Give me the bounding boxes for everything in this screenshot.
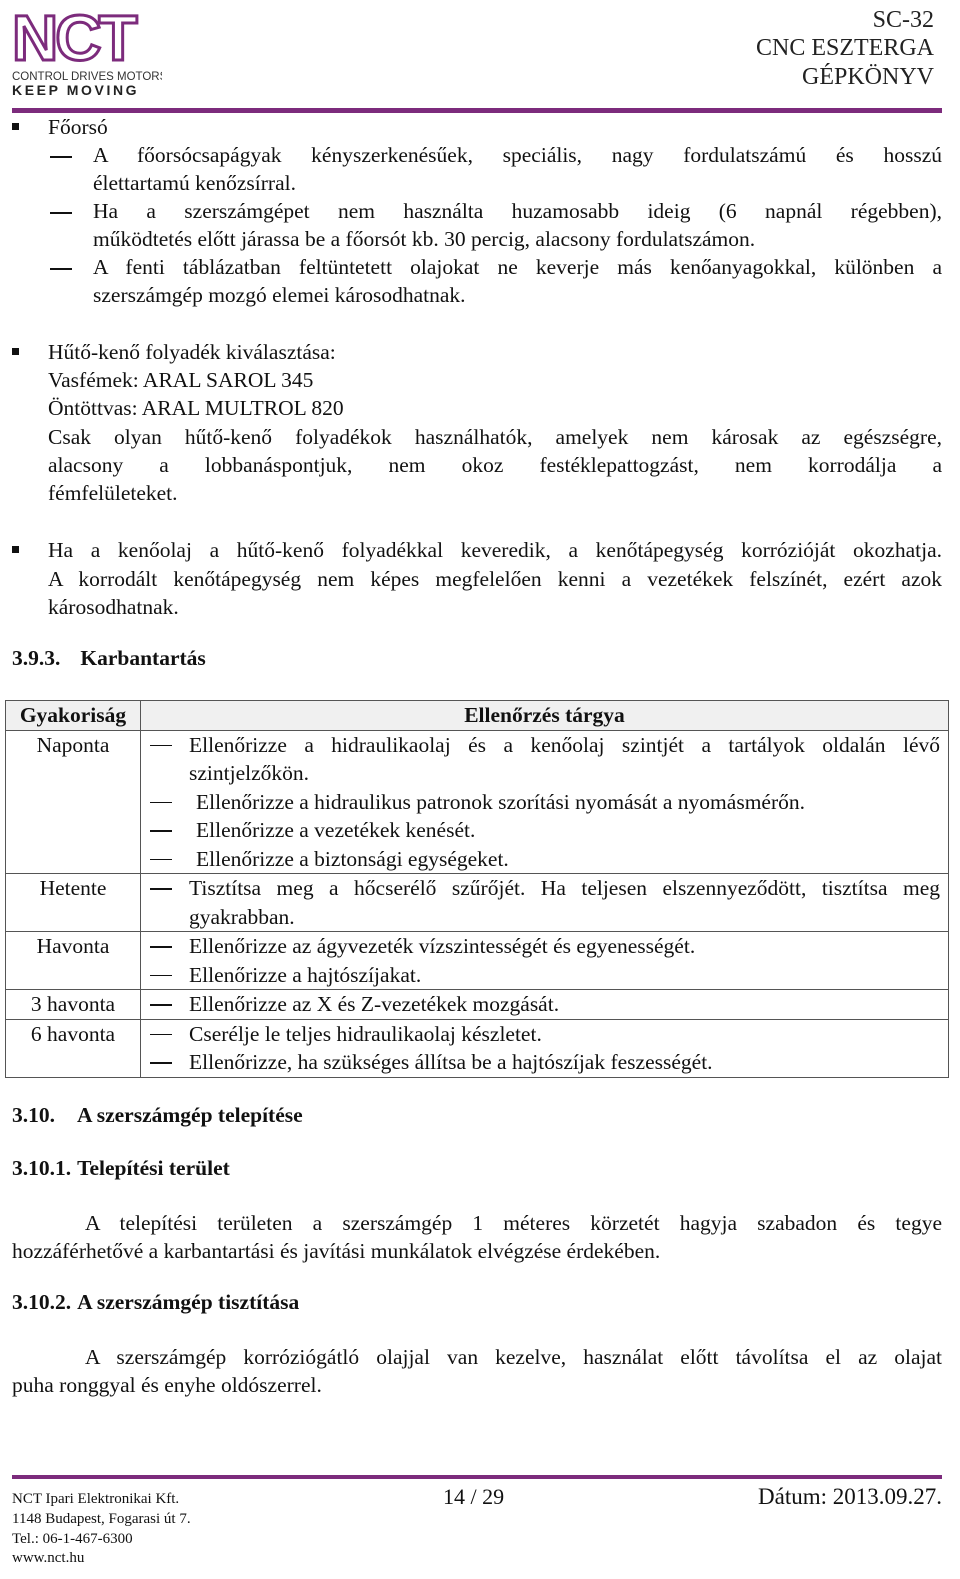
keveredes-line-1: Ha a kenőolaj a hűtő-kenő folyadékkal keveredik, a kenőtápegység korrózióját okozhatja. [48, 538, 942, 562]
footer-website[interactable]: www.nct.hu [12, 1550, 85, 1566]
check-item: Ellenőrizze a vezetékek kenését. [141, 816, 948, 845]
header-rule [12, 108, 942, 113]
table-row [6, 1019, 949, 1077]
page-number: 14 / 29 [443, 1484, 505, 1509]
frequency-cell: Hetente [6, 874, 141, 932]
check-item: Ellenőrizze a biztonsági egységeket. [141, 845, 948, 874]
para-3-10-2-line2: puha ronggyal és enyhe oldószerrel. [12, 1373, 322, 1397]
frequency-cell: 6 havonta [6, 1019, 141, 1077]
check-item: Ellenőrizze a hajtószíjakat. [141, 961, 948, 990]
check-item: Ellenőrizze a hidraulikus patronok szorítási nyomását a nyomásmérőn. [141, 788, 948, 817]
dash-icon [50, 268, 72, 270]
heading-title: A szerszámgép telepítése [77, 1103, 303, 1127]
check-item: Cserélje le teljes hidraulikaolaj készletet. [141, 1020, 948, 1049]
keveredes-line-3: károsodhatnak. [48, 595, 179, 619]
footer-rule [12, 1475, 942, 1479]
foorso-item-3-line1: A fenti táblázatban feltüntetett olajokat ne keverje más kenőanyagokkal, különben a [93, 255, 942, 279]
para-3-10-2-line1: A szerszámgép korróziógátló olajjal van kezelve, használat előtt távolítsa el az olajat [85, 1345, 942, 1369]
table-header-row [6, 701, 949, 731]
nct-logo [12, 4, 162, 96]
section-heading-foorso: Főorsó [48, 115, 108, 139]
column-header-frequency: Gyakoriság [6, 701, 141, 731]
check-cell [141, 730, 949, 874]
huto-line-6: fémfelületeket. [48, 481, 178, 505]
foorso-item-2-line2: működtetés előtt járassa be a főorsót kb. 30 percig, alacsony fordulatszámon. [93, 227, 756, 251]
huto-line-2: Vasfémek: ARAL SAROL 345 [48, 368, 314, 392]
maintenance-table [5, 700, 949, 1078]
foorso-item-1-line1: A főorsócsapágyak kényszerkenésűek, speciális, nagy fordulatszámú és hosszú [93, 143, 942, 167]
table-row [6, 932, 949, 990]
footer-date: Dátum: 2013.09.27. [758, 1484, 942, 1509]
check-item: Ellenőrizze a hidraulikaolaj és a kenőolaj szintjét a tartályok oldalán lévő szintjelzőkön. [141, 731, 948, 788]
heading-number: 3.10. [12, 1103, 55, 1127]
footer-company: NCT Ipari Elektronikai Kft. [12, 1491, 180, 1507]
heading-title: A szerszámgép tisztítása [77, 1290, 300, 1314]
dash-icon [50, 156, 72, 158]
doc-title-line2: GÉPKÖNYV [802, 64, 934, 90]
huto-line-1: Hűtő-kenő folyadék kiválasztása: [48, 340, 336, 364]
frequency-cell: Naponta [6, 730, 141, 874]
check-cell [141, 932, 949, 990]
column-header-check-subject: Ellenőrzés tárgya [141, 701, 949, 731]
heading-3-10-2 [12, 1290, 299, 1315]
doc-title-line1: CNC ESZTERGA [755, 35, 934, 61]
foorso-item-3-line2: szerszámgép mozgó elemei károsodhatnak. [93, 283, 466, 307]
doc-code: SC-32 [872, 7, 934, 33]
check-cell [141, 874, 949, 932]
huto-line-5: alacsony a lobbanáspontjuk, nem okoz festéklepattogzást, nem korrodálja a [48, 453, 942, 477]
para-3-10-1-line2: hozzáférhetővé a karbantartási és javítási munkálatok elvégzése érdekében. [12, 1239, 661, 1263]
heading-3-10-1 [12, 1156, 230, 1181]
check-cell [141, 990, 949, 1020]
foorso-item-2-line1: Ha a szerszámgépet nem használta huzamosabb ideig (6 napnál régebben), [93, 199, 942, 223]
table-row [6, 730, 949, 874]
bullet-icon [12, 123, 19, 130]
heading-3-9-3 [12, 646, 206, 671]
dash-icon [50, 212, 72, 214]
para-3-10-1-line1: A telepítési területen a szerszámgép 1 méteres körzetét hagyja szabadon és tegye [85, 1211, 942, 1235]
check-item: Tisztítsa meg a hőcserélő szűrőjét. Ha teljesen elszennyeződött, tisztítsa meg gyakrabban. [141, 874, 948, 931]
check-item: Ellenőrizze az ágyvezeték vízszintességét és egyenességét. [141, 932, 948, 961]
huto-line-3: Öntöttvas: ARAL MULTROL 820 [48, 396, 344, 420]
check-item: Ellenőrizze az X és Z-vezetékek mozgását. [141, 990, 948, 1019]
logo-tagline: CONTROL DRIVES MOTORS [12, 71, 162, 83]
keveredes-line-2: A korrodált kenőtápegység nem képes megfelelően kenni a vezetékek felszínét, ezért azok [48, 567, 942, 591]
heading-number: 3.10.1. [12, 1156, 72, 1180]
heading-title: Karbantartás [80, 646, 206, 670]
heading-number: 3.10.2. [12, 1290, 72, 1314]
huto-line-4: Csak olyan hűtő-kenő folyadékok használhatók, amelyek nem károsak az egészségre, [48, 425, 942, 449]
logo-slogan: KEEP MOVING [12, 82, 140, 96]
foorso-item-1-line2: élettartamú kenőzsírral. [93, 171, 296, 195]
table-row [6, 990, 949, 1020]
table-row [6, 874, 949, 932]
heading-number: 3.9.3. [12, 646, 61, 670]
footer-address: 1148 Budapest, Fogarasi út 7. [12, 1511, 191, 1527]
bullet-icon [12, 348, 19, 355]
footer-phone: Tel.: 06-1-467-6300 [12, 1531, 133, 1547]
heading-3-10 [12, 1103, 303, 1128]
check-item: Ellenőrizze, ha szükséges állítsa be a hajtószíjak feszességét. [141, 1048, 948, 1077]
frequency-cell: 3 havonta [6, 990, 141, 1020]
heading-title: Telepítési terület [77, 1156, 230, 1180]
bullet-icon [12, 546, 19, 553]
check-cell [141, 1019, 949, 1077]
logo-wordmark: NCT [12, 4, 135, 74]
frequency-cell: Havonta [6, 932, 141, 990]
